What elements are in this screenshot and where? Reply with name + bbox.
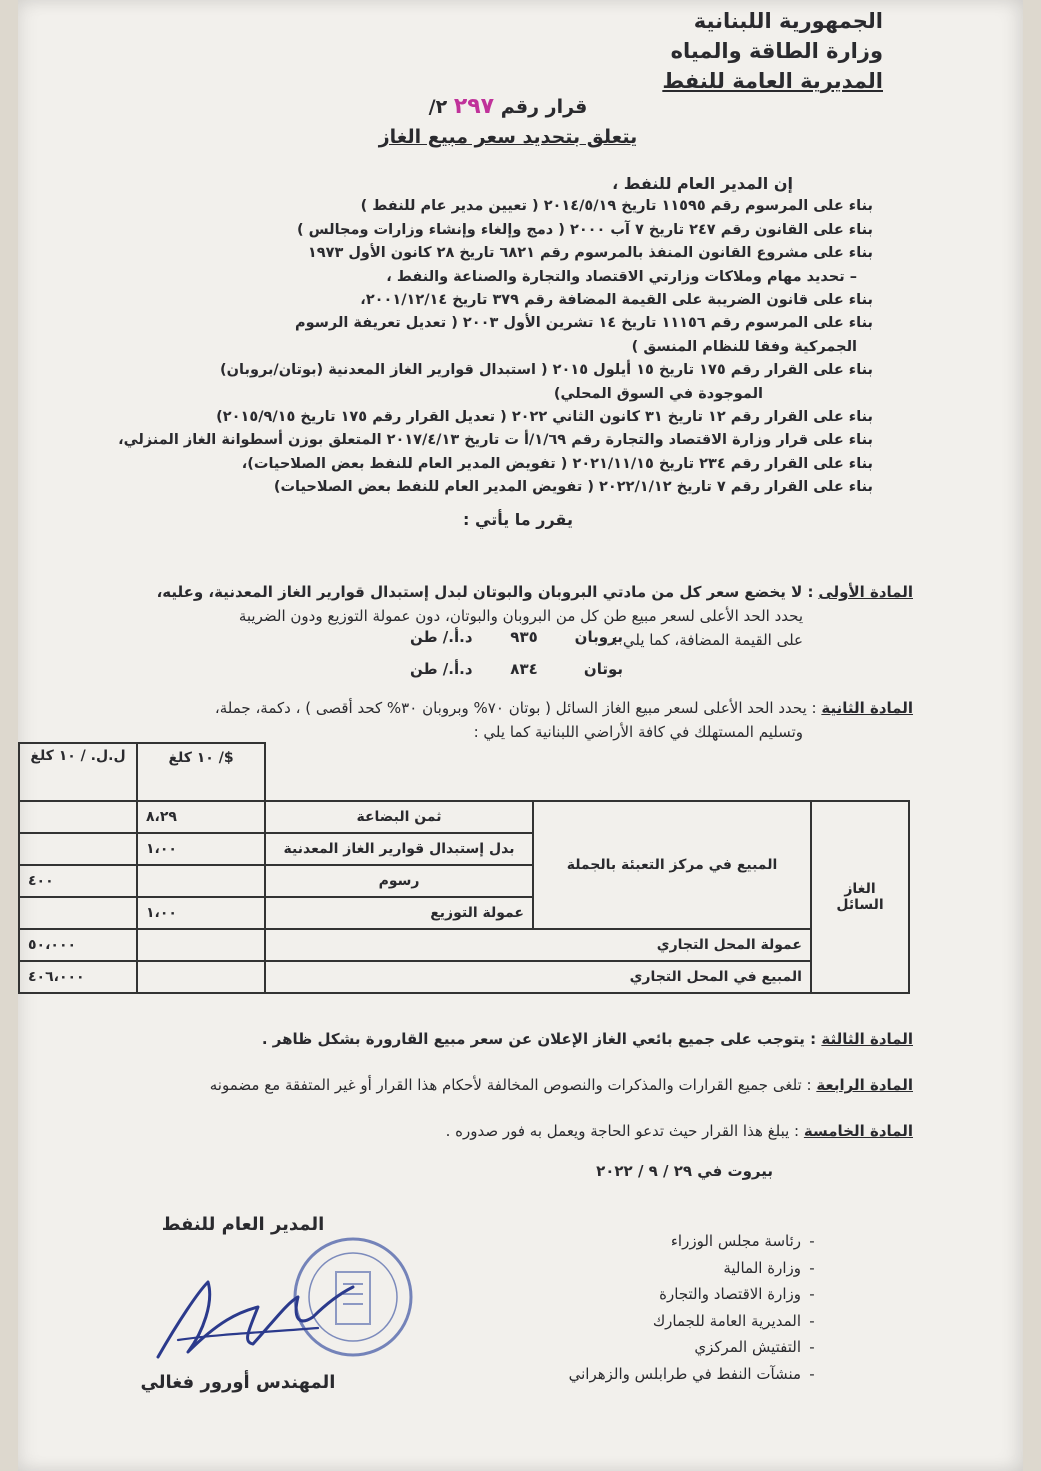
dash-icon: - bbox=[809, 1232, 815, 1250]
article-1-text-3: على القيمة المضافة، كما يلي : bbox=[613, 631, 803, 649]
header-usd: $/ ١٠ كلغ bbox=[137, 743, 265, 801]
dash-icon: - bbox=[809, 1258, 815, 1277]
list-item: -وزارة الاقتصاد والتجارة bbox=[503, 1281, 823, 1308]
article-4 bbox=[33, 1076, 913, 1094]
article-2-label: المادة الثانية bbox=[821, 699, 913, 717]
row-label: المبيع في المحل التجاري bbox=[265, 961, 811, 993]
preamble-line: بناء على قانون الضريبة على القيمة المضافة رقم ٣٧٩ تاريخ ٢٠٠١/١٢/١٤، bbox=[360, 292, 873, 309]
decision-number-line bbox=[348, 92, 668, 122]
article-2 bbox=[53, 696, 913, 744]
decision-subtitle: يتعلق بتحديد سعر مبيع الغاز bbox=[378, 126, 638, 148]
price-row-propane bbox=[403, 625, 623, 649]
preamble-line: بناء على مشروع القانون المنفذ بالمرسوم رقم ٦٨٢١ تاريخ ٢٨ كانون الأول ١٩٧٣ bbox=[307, 245, 873, 262]
article-5 bbox=[33, 1122, 913, 1140]
price-list bbox=[403, 625, 623, 681]
distribution-list bbox=[503, 1228, 823, 1387]
row-lbp bbox=[19, 801, 137, 833]
dash-icon: - bbox=[809, 1364, 815, 1383]
row-lbp bbox=[19, 897, 137, 929]
preamble-line: بناء على القرار رقم ١٢ تاريخ ٣١ كانون الثاني ٢٠٢٢ ( تعديل القرار رقم ١٧٥ تاريخ ٢٠١٥/٩/١٥) bbox=[216, 409, 873, 426]
table-row bbox=[19, 801, 909, 833]
article-3-text: : يتوجب على جميع بائعي الغاز الإعلان عن سعر مبيع القارورة بشكل ظاهر . bbox=[261, 1030, 817, 1048]
row-label: عمولة المحل التجاري bbox=[265, 929, 811, 961]
signer-name: المهندس أورور فغالي bbox=[140, 1372, 336, 1393]
letterhead bbox=[553, 6, 883, 96]
issue-date: بيروت في ٢٩ / ٩ / ٢٠٢٢ bbox=[596, 1162, 773, 1180]
header-lbp: ل.ل. / ١٠ كلغ bbox=[19, 743, 137, 801]
price-row-butane bbox=[403, 657, 623, 681]
price-unit-butane: د.أ./ طن bbox=[409, 660, 473, 678]
decision-prefix: قرار رقم bbox=[500, 96, 588, 118]
preamble-intro: إن المدير العام للنفط ، bbox=[612, 174, 793, 193]
article-1-line-1 bbox=[53, 580, 913, 604]
group-cell: المبيع في مركز التعبئة بالجملة bbox=[533, 801, 811, 929]
letterhead-directorate: المديرية العامة للنفط bbox=[662, 69, 883, 93]
list-item: -رئاسة مجلس الوزراء bbox=[503, 1228, 823, 1255]
list-item: -المديرية العامة للجمارك bbox=[503, 1308, 823, 1335]
row-label: رسوم bbox=[265, 865, 533, 897]
product-cell: الغاز السائل bbox=[811, 801, 909, 993]
preamble-line: بناء على المرسوم رقم ١١٥٩٥ تاريخ ٢٠١٤/٥/١٩ ( تعيين مدير عام للنفط ) bbox=[360, 198, 873, 215]
preamble-line: – تحديد مهام وملاكات وزارتي الاقتصاد والتجارة والصناعة والنفط ، bbox=[386, 268, 857, 285]
preamble-line: الجمركية وفقا للنظام المنسق ) bbox=[631, 338, 857, 355]
article-2-text-2: وتسليم المستهلك في كافة الأراضي اللبنانية كما يلي : bbox=[473, 723, 803, 741]
article-4-label: المادة الرابعة bbox=[816, 1076, 913, 1094]
row-usd: ١،٠٠ bbox=[137, 833, 265, 865]
row-usd: ٨،٢٩ bbox=[137, 801, 265, 833]
handwritten-signature bbox=[148, 1262, 368, 1372]
row-lbp: ٤٠٠ bbox=[19, 865, 137, 897]
decision-number: ٢٩٧ bbox=[453, 94, 495, 119]
price-unit-propane: د.أ./ طن bbox=[409, 628, 473, 646]
row-label: عمولة التوزيع bbox=[265, 897, 533, 929]
article-2-text-1: : يحدد الحد الأعلى لسعر مبيع الغاز السائل ( بوتان ٧٠% وبروبان ٣٠% كحد أقصى ) ، دكمة، جملة، bbox=[214, 699, 817, 717]
preamble-line: بناء على القانون رقم ٢٤٧ تاريخ ٧ آب ٢٠٠٠ ( دمج وإلغاء وإنشاء وزارات ومجالس ) bbox=[296, 221, 873, 238]
row-usd bbox=[137, 865, 265, 897]
price-name-propane: بروبان bbox=[574, 628, 623, 646]
table-row bbox=[19, 929, 909, 961]
article-3-label: المادة الثالثة bbox=[821, 1030, 913, 1048]
article-1-label: المادة الأولى bbox=[818, 583, 913, 601]
list-item: -منشآت النفط في طرابلس والزهراني bbox=[503, 1361, 823, 1388]
signer-title: المدير العام للنفط bbox=[161, 1214, 325, 1235]
article-3 bbox=[33, 1030, 913, 1048]
row-label: ثمن البضاعة bbox=[265, 801, 533, 833]
preamble-line: بناء على قرار وزارة الاقتصاد والتجارة رقم ١/٦٩/أ ت تاريخ ٢٠١٧/٤/١٣ المتعلق بوزن أسطوانة الغاز المنزلي، bbox=[118, 432, 873, 449]
price-value-butane: ٨٣٤ bbox=[510, 660, 538, 678]
table-header-row bbox=[19, 743, 909, 801]
preamble-line: الموجودة في السوق المحلي) bbox=[553, 385, 763, 402]
price-name-butane: بوتان bbox=[583, 660, 623, 678]
article-5-label: المادة الخامسة bbox=[803, 1122, 913, 1140]
article-1-text-2: يحدد الحد الأعلى لسعر مبيع طن كل من البروبان والبوتان، دون عمولة التوزيع ودون الضريبة bbox=[238, 607, 803, 625]
preamble-line: بناء على القرار رقم ٢٣٤ تاريخ ٢٠٢١/١١/١٥ ( تفويض المدير العام للنفط بعض الصلاحيات)، bbox=[241, 455, 873, 472]
table-row bbox=[19, 961, 909, 993]
preamble-line: بناء على القرار رقم ٧ تاريخ ٢٠٢٢/١/١٢ ( تفويض المدير العام للنفط بعض الصلاحيات) bbox=[273, 479, 873, 496]
decision-suffix: ٢/ bbox=[428, 96, 448, 118]
article-4-text: : تلغى جميع القرارات والمذكرات والنصوص المخالفة لأحكام هذا القرار أو غير المتفقة مع مضمونه bbox=[209, 1076, 812, 1094]
list-item: -التفتيش المركزي bbox=[503, 1334, 823, 1361]
row-usd bbox=[137, 961, 265, 993]
row-lbp: ٤٠٦،٠٠٠ bbox=[19, 961, 137, 993]
row-lbp: ٥٠،٠٠٠ bbox=[19, 929, 137, 961]
row-usd bbox=[137, 929, 265, 961]
article-5-text: : يبلغ هذا القرار حيث تدعو الحاجة ويعمل به فور صدوره . bbox=[445, 1122, 800, 1140]
row-label: بدل إستبدال قوارير الغاز المعدنية bbox=[265, 833, 533, 865]
article-2-line-1 bbox=[53, 696, 913, 720]
row-usd: ١،٠٠ bbox=[137, 897, 265, 929]
price-value-propane: ٩٣٥ bbox=[510, 628, 538, 646]
preamble bbox=[118, 172, 873, 500]
dash-icon: - bbox=[809, 1338, 815, 1356]
article-1-text-1: : لا يخضع سعر كل من مادتي البروبان والبوتان لبدل إستبدال قوارير الغاز المعدنية، وعليه، bbox=[156, 583, 814, 601]
dash-icon: - bbox=[809, 1285, 815, 1303]
preamble-line: بناء على المرسوم رقم ١١١٥٦ تاريخ ١٤ تشرين الأول ٢٠٠٣ ( تعديل تعريفة الرسوم bbox=[294, 315, 873, 332]
row-lbp bbox=[19, 833, 137, 865]
gas-price-table bbox=[18, 742, 910, 994]
letterhead-ministry: وزارة الطاقة والمياه bbox=[670, 39, 883, 63]
document-page bbox=[18, 0, 1023, 1471]
list-item: -وزارة المالية bbox=[503, 1255, 823, 1282]
decision-title bbox=[348, 92, 668, 152]
decides-heading: يقرر ما يأتي : bbox=[463, 510, 573, 529]
preamble-line: بناء على القرار رقم ١٧٥ تاريخ ١٥ أيلول ٢٠١٥ ( استبدال قوارير الغاز المعدنية (بوتان/بروبان) bbox=[220, 362, 873, 379]
letterhead-republic: الجمهورية اللبنانية bbox=[693, 9, 883, 33]
dash-icon: - bbox=[809, 1311, 815, 1330]
